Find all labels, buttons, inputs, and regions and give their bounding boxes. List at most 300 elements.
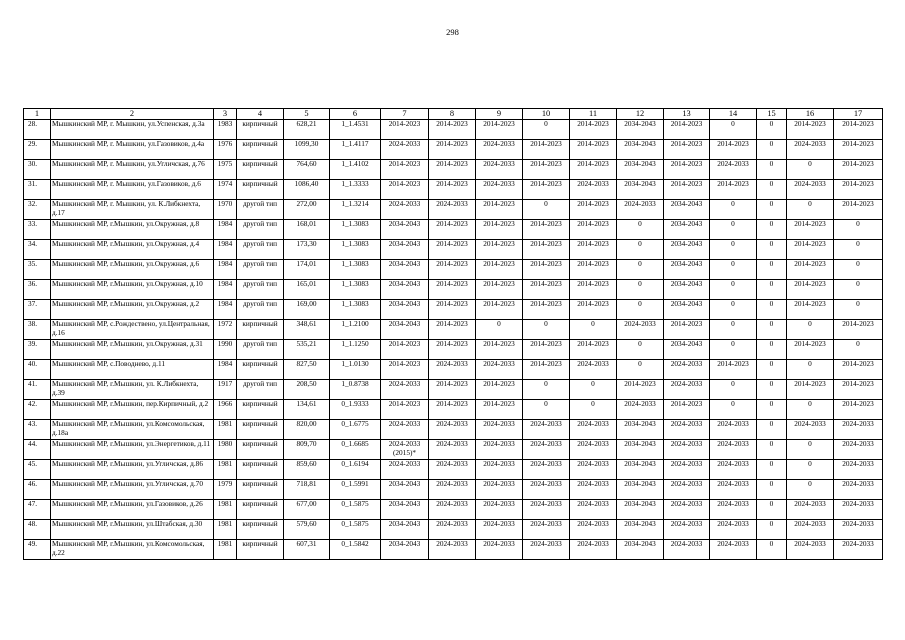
period-col-13-cell: 2014-2023: [664, 180, 710, 200]
period-col-17-cell: 0: [834, 280, 883, 300]
period-col-15-cell: 0: [757, 420, 787, 440]
period-col-11-cell: 2014-2023: [570, 140, 617, 160]
priority-index-cell: 1_1.3083: [330, 300, 381, 320]
priority-index-cell: 0_1.5875: [330, 520, 381, 540]
period-col-17-cell: 2014-2023: [834, 180, 883, 200]
address-cell: Мышкинский МР, г.Мышкин, ул.Газовиков, д.26: [51, 500, 214, 520]
total-area-cell: 348,61: [284, 320, 330, 340]
period-col-10-cell: 2024-2033: [523, 520, 570, 540]
period-col-13-cell: 2024-2033: [664, 480, 710, 500]
address-cell: Мышкинский МР, г.Мышкин, ул.Штабская, д.30: [51, 520, 214, 540]
period-col-11-cell: 2014-2023: [570, 220, 617, 240]
wall-material-cell: кирпичный: [237, 480, 284, 500]
period-col-14-cell: 0: [710, 240, 757, 260]
period-col-10-cell: 0: [523, 200, 570, 220]
period-col-7-cell: 2034-2043: [381, 240, 429, 260]
period-col-17-cell: 2014-2023: [834, 360, 883, 380]
page-number: 298: [446, 27, 459, 37]
year-built-cell: 1980: [214, 440, 237, 460]
wall-material-cell: кирпичный: [237, 180, 284, 200]
period-col-17-cell: 2014-2023: [834, 380, 883, 400]
column-number-header: 12: [617, 109, 664, 120]
table-row: [24, 260, 883, 280]
period-col-10-cell: 2014-2023: [523, 140, 570, 160]
period-col-9-cell: 2014-2023: [476, 380, 523, 400]
table-row: [24, 300, 883, 320]
period-col-16-cell: 2014-2023: [787, 220, 834, 240]
table-row: [24, 500, 883, 520]
priority-index-cell: 1_1.1250: [330, 340, 381, 360]
priority-index-cell: 0_1.5991: [330, 480, 381, 500]
address-cell: Мышкинский МР, г. Мышкин, ул.Успенская, д.3а: [51, 120, 214, 140]
wall-material-cell: другой тип: [237, 280, 284, 300]
year-built-cell: 1917: [214, 380, 237, 400]
wall-material-cell: кирпичный: [237, 140, 284, 160]
column-number-header: 4: [237, 109, 284, 120]
period-col-16-cell: 2024-2033: [787, 500, 834, 520]
column-number-header: 9: [476, 109, 523, 120]
period-col-7-cell: 2014-2023: [381, 160, 429, 180]
period-col-12-cell: 0: [617, 220, 664, 240]
period-col-8-cell: 2024-2033: [429, 420, 476, 440]
period-col-15-cell: 0: [757, 280, 787, 300]
period-col-16-cell: 0: [787, 360, 834, 380]
period-col-13-cell: 2024-2033: [664, 360, 710, 380]
year-built-cell: 1981: [214, 500, 237, 520]
table-row: [24, 360, 883, 380]
period-col-7-cell: 2024-2033: [381, 380, 429, 400]
period-col-8-cell: 2014-2023: [429, 140, 476, 160]
total-area-cell: 628,21: [284, 120, 330, 140]
period-col-12-cell: 0: [617, 360, 664, 380]
period-col-11-cell: 2014-2023: [570, 280, 617, 300]
address-cell: Мышкинский МР, г.Мышкин, ул.Окружная, д.31: [51, 340, 214, 360]
period-col-9-cell: 2014-2023: [476, 200, 523, 220]
table-row: [24, 380, 883, 400]
period-col-15-cell: 0: [757, 240, 787, 260]
row-number-cell: 40.: [24, 360, 51, 380]
period-col-10-cell: 2024-2033: [523, 460, 570, 480]
period-col-17-cell: 2024-2033: [834, 480, 883, 500]
period-col-8-cell: 2024-2033: [429, 460, 476, 480]
year-built-cell: 1983: [214, 120, 237, 140]
wall-material-cell: кирпичный: [237, 320, 284, 340]
row-number-cell: 34.: [24, 240, 51, 260]
period-col-8-cell: 2014-2023: [429, 240, 476, 260]
period-col-15-cell: 0: [757, 300, 787, 320]
year-built-cell: 1966: [214, 400, 237, 420]
period-col-15-cell: 0: [757, 180, 787, 200]
year-built-cell: 1990: [214, 340, 237, 360]
period-col-14-cell: 2024-2033: [710, 500, 757, 520]
wall-material-cell: другой тип: [237, 340, 284, 360]
period-col-14-cell: 0: [710, 120, 757, 140]
period-col-9-cell: 2014-2023: [476, 300, 523, 320]
priority-index-cell: 1_1.3083: [330, 240, 381, 260]
period-col-7-cell: 2034-2043: [381, 320, 429, 340]
period-col-8-cell: 2024-2033: [429, 440, 476, 460]
period-col-16-cell: 2024-2033: [787, 180, 834, 200]
table-row: [24, 460, 883, 480]
period-col-12-cell: 0: [617, 240, 664, 260]
period-col-11-cell: 2024-2033: [570, 460, 617, 480]
period-col-8-cell: 2014-2023: [429, 220, 476, 240]
period-col-8-cell: 2014-2023: [429, 120, 476, 140]
period-col-14-cell: 0: [710, 380, 757, 400]
priority-index-cell: 0_1.6775: [330, 420, 381, 440]
address-cell: Мышкинский МР, г.Мышкин, ул.Окружная, д.6: [51, 260, 214, 280]
period-col-10-cell: 2024-2033: [523, 500, 570, 520]
period-col-8-cell: 2024-2033: [429, 520, 476, 540]
period-col-17-cell: 2024-2033: [834, 520, 883, 540]
address-cell: Мышкинский МР, с.Рождествено, ул.Центральная, д.16: [51, 320, 214, 340]
period-col-16-cell: 2014-2023: [787, 300, 834, 320]
wall-material-cell: кирпичный: [237, 400, 284, 420]
period-col-10-cell: 0: [523, 120, 570, 140]
period-col-15-cell: 0: [757, 460, 787, 480]
period-col-13-cell: 2034-2043: [664, 220, 710, 240]
period-col-17-cell: 0: [834, 340, 883, 360]
total-area-cell: 272,00: [284, 200, 330, 220]
period-col-7-cell: 2034-2043: [381, 540, 429, 560]
total-area-cell: 208,50: [284, 380, 330, 400]
period-col-14-cell: 2014-2023: [710, 360, 757, 380]
period-col-16-cell: 0: [787, 160, 834, 180]
wall-material-cell: кирпичный: [237, 120, 284, 140]
priority-index-cell: 1_1.2100: [330, 320, 381, 340]
period-col-10-cell: 0: [523, 400, 570, 420]
period-col-14-cell: 2024-2033: [710, 160, 757, 180]
total-area-cell: 764,60: [284, 160, 330, 180]
period-col-14-cell: 2024-2033: [710, 460, 757, 480]
period-col-13-cell: 2034-2043: [664, 260, 710, 280]
period-col-9-cell: 2024-2033: [476, 480, 523, 500]
period-col-10-cell: 2024-2033: [523, 480, 570, 500]
priority-index-cell: 0_1.6194: [330, 460, 381, 480]
year-built-cell: 1979: [214, 480, 237, 500]
period-col-15-cell: 0: [757, 260, 787, 280]
period-col-10-cell: 2014-2023: [523, 260, 570, 280]
period-col-15-cell: 0: [757, 520, 787, 540]
period-col-7-cell: 2014-2023: [381, 180, 429, 200]
year-built-cell: 1984: [214, 220, 237, 240]
period-col-13-cell: 2034-2043: [664, 200, 710, 220]
total-area-cell: 1099,30: [284, 140, 330, 160]
period-col-16-cell: 2024-2033: [787, 420, 834, 440]
wall-material-cell: кирпичный: [237, 520, 284, 540]
period-col-11-cell: 0: [570, 320, 617, 340]
column-number-header: 10: [523, 109, 570, 120]
period-col-13-cell: 2034-2043: [664, 300, 710, 320]
priority-index-cell: 1_1.0130: [330, 360, 381, 380]
period-col-13-cell: 2024-2033: [664, 460, 710, 480]
year-built-cell: 1984: [214, 260, 237, 280]
period-col-9-cell: 2024-2033: [476, 520, 523, 540]
period-col-11-cell: 2024-2033: [570, 180, 617, 200]
period-col-17-cell: 2014-2023: [834, 140, 883, 160]
period-col-17-cell: 0: [834, 240, 883, 260]
priority-index-cell: 1_0.8738: [330, 380, 381, 400]
row-number-cell: 32.: [24, 200, 51, 220]
period-col-16-cell: 0: [787, 460, 834, 480]
column-number-header: 17: [834, 109, 883, 120]
year-built-cell: 1984: [214, 300, 237, 320]
priority-index-cell: 1_1.3214: [330, 200, 381, 220]
period-col-17-cell: 2014-2023: [834, 400, 883, 420]
period-col-16-cell: 2014-2023: [787, 280, 834, 300]
period-col-12-cell: 0: [617, 300, 664, 320]
year-built-cell: 1975: [214, 160, 237, 180]
table-row: [24, 120, 883, 140]
wall-material-cell: другой тип: [237, 300, 284, 320]
row-number-cell: 42.: [24, 400, 51, 420]
year-built-cell: 1976: [214, 140, 237, 160]
period-col-10-cell: 2024-2033: [523, 540, 570, 560]
period-col-16-cell: 2014-2023: [787, 120, 834, 140]
period-col-7-cell: 2024-2033: [381, 460, 429, 480]
row-number-cell: 31.: [24, 180, 51, 200]
address-cell: Мышкинский МР, г. Мышкин, ул.Газовиков, д.6: [51, 180, 214, 200]
period-col-7-cell: 2034-2043: [381, 280, 429, 300]
priority-index-cell: 1_1.4531: [330, 120, 381, 140]
period-col-10-cell: 2014-2023: [523, 360, 570, 380]
period-col-13-cell: 2014-2023: [664, 120, 710, 140]
column-number-header: 15: [757, 109, 787, 120]
period-col-13-cell: 2024-2033: [664, 500, 710, 520]
table-row: [24, 180, 883, 200]
table-row: [24, 480, 883, 500]
total-area-cell: 809,70: [284, 440, 330, 460]
total-area-cell: 579,60: [284, 520, 330, 540]
period-col-15-cell: 0: [757, 200, 787, 220]
period-col-16-cell: 2024-2033: [787, 540, 834, 560]
period-col-10-cell: 2014-2023: [523, 180, 570, 200]
period-col-17-cell: 2024-2033: [834, 540, 883, 560]
period-col-14-cell: 0: [710, 300, 757, 320]
wall-material-cell: другой тип: [237, 380, 284, 400]
column-number-header: 1: [24, 109, 51, 120]
period-col-13-cell: 2014-2023: [664, 160, 710, 180]
row-number-cell: 39.: [24, 340, 51, 360]
period-col-9-cell: 2014-2023: [476, 220, 523, 240]
period-col-15-cell: 0: [757, 480, 787, 500]
row-number-cell: 28.: [24, 120, 51, 140]
period-col-7-cell: 2024-2033: [381, 420, 429, 440]
period-col-10-cell: 2014-2023: [523, 240, 570, 260]
period-col-9-cell: 0: [476, 320, 523, 340]
period-col-17-cell: 0: [834, 260, 883, 280]
period-col-11-cell: 2014-2023: [570, 120, 617, 140]
column-number-header: 3: [214, 109, 237, 120]
period-col-14-cell: 2024-2033: [710, 440, 757, 460]
period-col-11-cell: 2024-2033: [570, 420, 617, 440]
period-col-15-cell: 0: [757, 140, 787, 160]
period-col-13-cell: 2014-2023: [664, 140, 710, 160]
table-row: [24, 400, 883, 420]
period-col-10-cell: 2014-2023: [523, 300, 570, 320]
period-col-11-cell: 2024-2033: [570, 360, 617, 380]
total-area-cell: 174,01: [284, 260, 330, 280]
period-col-14-cell: 2024-2033: [710, 540, 757, 560]
period-col-16-cell: 0: [787, 480, 834, 500]
period-col-17-cell: 2024-2033: [834, 460, 883, 480]
period-col-12-cell: 2014-2023: [617, 380, 664, 400]
period-col-14-cell: 0: [710, 260, 757, 280]
row-number-cell: 35.: [24, 260, 51, 280]
table-row: [24, 340, 883, 360]
address-cell: Мышкинский МР, г.Мышкин, ул.Угличская, д.86: [51, 460, 214, 480]
period-col-11-cell: 2024-2033: [570, 520, 617, 540]
column-number-header: 5: [284, 109, 330, 120]
period-col-12-cell: 2034-2043: [617, 120, 664, 140]
wall-material-cell: кирпичный: [237, 160, 284, 180]
column-number-header: 16: [787, 109, 834, 120]
period-col-15-cell: 0: [757, 320, 787, 340]
row-number-cell: 33.: [24, 220, 51, 240]
period-col-11-cell: 2024-2033: [570, 440, 617, 460]
row-number-cell: 37.: [24, 300, 51, 320]
period-col-15-cell: 0: [757, 500, 787, 520]
period-col-15-cell: 0: [757, 160, 787, 180]
period-col-17-cell: 2014-2023: [834, 160, 883, 180]
period-col-14-cell: 2024-2033: [710, 420, 757, 440]
period-col-7-cell: 2034-2043: [381, 500, 429, 520]
row-number-cell: 46.: [24, 480, 51, 500]
period-col-13-cell: 2024-2033: [664, 420, 710, 440]
period-col-14-cell: 2024-2033: [710, 480, 757, 500]
wall-material-cell: кирпичный: [237, 360, 284, 380]
total-area-cell: 718,81: [284, 480, 330, 500]
period-col-8-cell: 2014-2023: [429, 280, 476, 300]
period-col-12-cell: 0: [617, 340, 664, 360]
period-col-10-cell: 2024-2033: [523, 440, 570, 460]
period-col-8-cell: 2024-2033: [429, 360, 476, 380]
wall-material-cell: кирпичный: [237, 440, 284, 460]
table-row: [24, 240, 883, 260]
period-col-12-cell: 2034-2043: [617, 160, 664, 180]
period-col-17-cell: 2014-2023: [834, 320, 883, 340]
year-built-cell: 1984: [214, 360, 237, 380]
address-cell: Мышкинский МР, г.Мышкин, ул.Угличская, д.70: [51, 480, 214, 500]
priority-index-cell: 1_1.4102: [330, 160, 381, 180]
address-cell: Мышкинский МР, г.Мышкин, ул.Окружная, д.2: [51, 300, 214, 320]
column-number-header: 8: [429, 109, 476, 120]
period-col-16-cell: 2014-2023: [787, 240, 834, 260]
period-col-14-cell: 2014-2023: [710, 180, 757, 200]
period-col-7-cell: 2024-2033: [381, 200, 429, 220]
period-col-11-cell: 2014-2023: [570, 200, 617, 220]
address-cell: Мышкинский МР, г.Мышкин, ул.Комсомольская, д.18а: [51, 420, 214, 440]
period-col-7-cell: 2014-2023: [381, 360, 429, 380]
period-col-11-cell: 2014-2023: [570, 340, 617, 360]
column-number-header: 6: [330, 109, 381, 120]
period-col-14-cell: 2024-2033: [710, 520, 757, 540]
period-col-9-cell: 2024-2033: [476, 500, 523, 520]
wall-material-cell: кирпичный: [237, 420, 284, 440]
period-col-17-cell: 0: [834, 300, 883, 320]
address-cell: Мышкинский МР, г.Мышкин, ул.Энергетиков, д.11: [51, 440, 214, 460]
year-built-cell: 1984: [214, 240, 237, 260]
table-row: [24, 320, 883, 340]
table-row: [24, 520, 883, 540]
period-col-9-cell: 2024-2033: [476, 360, 523, 380]
period-col-7-cell: 2024-2033: [381, 140, 429, 160]
period-col-15-cell: 0: [757, 380, 787, 400]
period-col-7-cell: 2014-2023: [381, 400, 429, 420]
column-number-header: 7: [381, 109, 429, 120]
period-col-10-cell: 2014-2023: [523, 220, 570, 240]
period-col-9-cell: 2024-2033: [476, 420, 523, 440]
period-col-9-cell: 2024-2033: [476, 160, 523, 180]
address-cell: Мышкинский МР, г. Мышкин, ул.Угличская, д.76: [51, 160, 214, 180]
address-cell: Мышкинский МР, г.Мышкин, ул.Окружная, д.10: [51, 280, 214, 300]
total-area-cell: 168,01: [284, 220, 330, 240]
priority-index-cell: 1_1.3083: [330, 280, 381, 300]
period-col-10-cell: 2014-2023: [523, 280, 570, 300]
total-area-cell: 820,00: [284, 420, 330, 440]
total-area-cell: 1086,40: [284, 180, 330, 200]
period-col-11-cell: 2024-2033: [570, 540, 617, 560]
address-cell: Мышкинский МР, г.Мышкин, ул.Окружная, д.8: [51, 220, 214, 240]
total-area-cell: 535,21: [284, 340, 330, 360]
period-col-9-cell: 2014-2023: [476, 120, 523, 140]
period-col-13-cell: 2024-2033: [664, 380, 710, 400]
address-cell: Мышкинский МР, г. Мышкин, ул.Газовиков, д.4а: [51, 140, 214, 160]
period-col-11-cell: 2024-2033: [570, 500, 617, 520]
period-col-16-cell: 0: [787, 440, 834, 460]
period-col-16-cell: 2024-2033: [787, 140, 834, 160]
wall-material-cell: другой тип: [237, 220, 284, 240]
period-col-9-cell: 2024-2033: [476, 180, 523, 200]
period-col-7-cell: 2034-2043: [381, 220, 429, 240]
period-col-7-cell: 2034-2043: [381, 520, 429, 540]
column-number-header: 13: [664, 109, 710, 120]
table-row: [24, 140, 883, 160]
period-col-13-cell: 2034-2043: [664, 240, 710, 260]
wall-material-cell: кирпичный: [237, 460, 284, 480]
period-col-9-cell: 2014-2023: [476, 240, 523, 260]
period-col-10-cell: 2014-2023: [523, 160, 570, 180]
period-col-7-cell: 2024-2033 (2015)*: [381, 440, 429, 460]
priority-index-cell: 0_1.6685: [330, 440, 381, 460]
row-number-cell: 38.: [24, 320, 51, 340]
period-col-12-cell: 2034-2043: [617, 500, 664, 520]
address-cell: Мышкинский МР, г.Мышкин, ул.Комсомольская, д.22: [51, 540, 214, 560]
period-col-14-cell: 0: [710, 320, 757, 340]
period-col-17-cell: 2024-2033: [834, 500, 883, 520]
row-number-cell: 47.: [24, 500, 51, 520]
period-col-8-cell: 2014-2023: [429, 340, 476, 360]
total-area-cell: 134,61: [284, 400, 330, 420]
period-col-14-cell: 0: [710, 340, 757, 360]
period-col-10-cell: 2014-2023: [523, 340, 570, 360]
period-col-12-cell: 0: [617, 260, 664, 280]
period-col-13-cell: 2034-2043: [664, 280, 710, 300]
total-area-cell: 859,60: [284, 460, 330, 480]
period-col-11-cell: 2014-2023: [570, 260, 617, 280]
period-col-12-cell: 2024-2033: [617, 400, 664, 420]
year-built-cell: 1974: [214, 180, 237, 200]
period-col-9-cell: 2024-2033: [476, 140, 523, 160]
period-col-10-cell: 2024-2033: [523, 420, 570, 440]
period-col-9-cell: 2014-2023: [476, 280, 523, 300]
housing-repair-schedule-table: [23, 108, 883, 560]
row-number-cell: 43.: [24, 420, 51, 440]
period-col-12-cell: 2034-2043: [617, 480, 664, 500]
address-cell: Мышкинский МР, г.Мышкин, ул. К.Либкнехта, д.39: [51, 380, 214, 400]
period-col-8-cell: 2014-2023: [429, 260, 476, 280]
period-col-15-cell: 0: [757, 220, 787, 240]
